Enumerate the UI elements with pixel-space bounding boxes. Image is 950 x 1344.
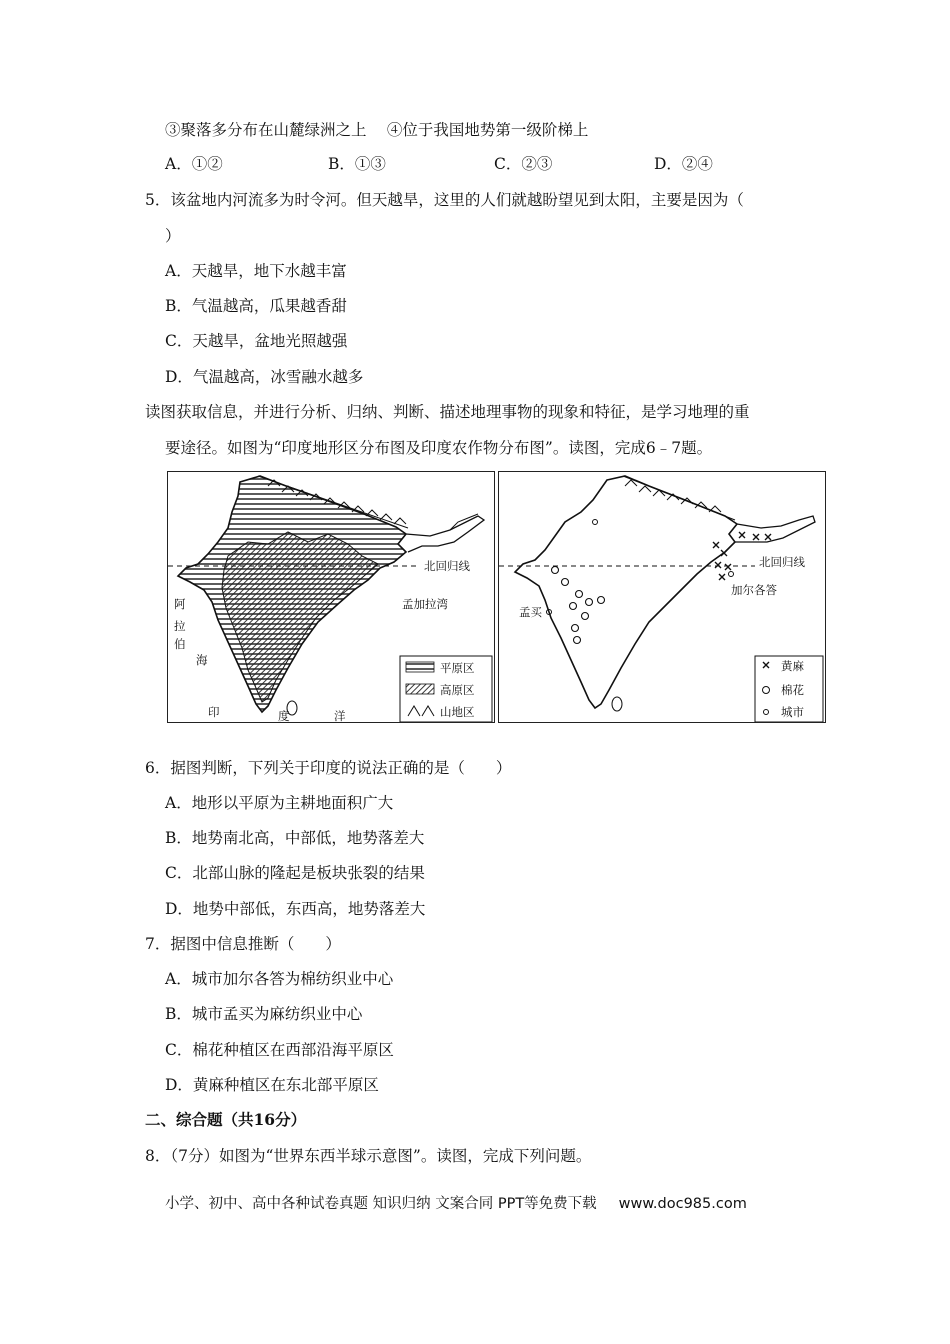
footer-site-link[interactable]: www.doc985.com [618,1196,747,1212]
q4-option-a: A．①② [165,155,223,173]
india-crop-map [498,471,826,723]
legend-plateau: 高原区 [440,683,475,697]
crop-legend [755,656,823,722]
legend-city: 城市 [781,705,804,719]
q5-stem-close: ） [165,227,181,245]
intro-line-1: 读图获取信息，并进行分析、归纳、判断、描述地理事物的现象和特征，是学习地理的重 [145,403,750,421]
india-outline-crops [515,476,737,708]
india-terrain-map [167,471,495,723]
q5-option-a: A．天越旱，地下水越丰富 [165,262,347,280]
q6-option-a: A．地形以平原为主耕地面积广大 [165,794,394,812]
indian-ocean-label-3: 洋 [334,709,346,722]
kolkata-label: 加尔各答 [731,583,777,597]
legend-jute: 黄麻 [781,659,804,673]
footer-text: 小学、初中、高中各种试卷真题 知识归纳 文案合同 PPT等免费下载 [165,1196,597,1212]
q6-option-b: B．地势南北高，中部低，地势落差大 [165,829,425,847]
terrain-legend [400,656,492,722]
legend-cotton: 棉花 [781,683,804,697]
arabian-sea-label-1: 阿 [174,597,186,611]
q7-stem: 7．据图中信息推断（ ） [145,935,341,953]
indian-ocean-label-1: 印 [208,705,220,719]
indian-ocean-label-2: 度 [278,709,290,722]
intro-line-2: 要途径。如图为“印度地形区分布图及印度农作物分布图”。读图，完成6﹣7题。 [165,439,713,457]
tropic-label-right: 北回归线 [759,555,805,569]
mumbai-label: 孟买 [519,605,542,619]
q4-option-b: B．①③ [328,155,386,173]
q4-option-d: D．②④ [654,155,713,173]
q8-stem: 8．（7分）如图为“世界东西半球示意图”。读图，完成下列问题。 [145,1147,592,1165]
q5-option-d: D．气温越高，冰雪融水越多 [165,368,364,386]
tropic-label: 北回归线 [424,559,470,573]
section-2-title: 二、综合题（共16分） [145,1110,307,1129]
q7-option-a: A．城市加尔各答为棉纺织业中心 [165,970,394,988]
arabian-sea-label-4: 海 [196,653,208,667]
q6-stem: 6．据图判断，下列关于印度的说法正确的是（ ） [145,759,512,777]
q7-option-b: B．城市孟买为麻纺织业中心 [165,1005,363,1023]
bay-of-bengal-label: 孟加拉湾 [402,597,448,611]
q5-stem: 5．该盆地内河流多为时令河。但天越旱，这里的人们就越盼望见到太阳，主要是因为（ [145,191,744,209]
arabian-sea-label-2: 拉 [174,619,186,633]
legend-plain: 平原区 [440,661,475,675]
q5-option-b: B．气温越高，瓜果越香甜 [165,297,347,315]
q6-option-c: C．北部山脉的隆起是板块张裂的结果 [165,864,425,882]
legend-mountain: 山地区 [440,705,475,719]
q7-option-c: C．棉花种植区在西部沿海平原区 [165,1041,394,1059]
q4-option-c: C．②③ [494,155,553,173]
q6-option-d: D．地势中部低，东西高，地势落差大 [165,900,426,918]
kolkata-city-dot [729,572,734,577]
q7-option-d: D．黄麻种植区在东北部平原区 [165,1076,379,1094]
page-footer [165,1192,747,1213]
q4-statement-3-4: ③聚落多分布在山麓绿洲之上 ④位于我国地势第一级阶梯上 [165,121,589,139]
arabian-sea-label-3: 伯 [174,637,186,651]
q5-option-c: C．天越旱，盆地光照越强 [165,332,348,350]
